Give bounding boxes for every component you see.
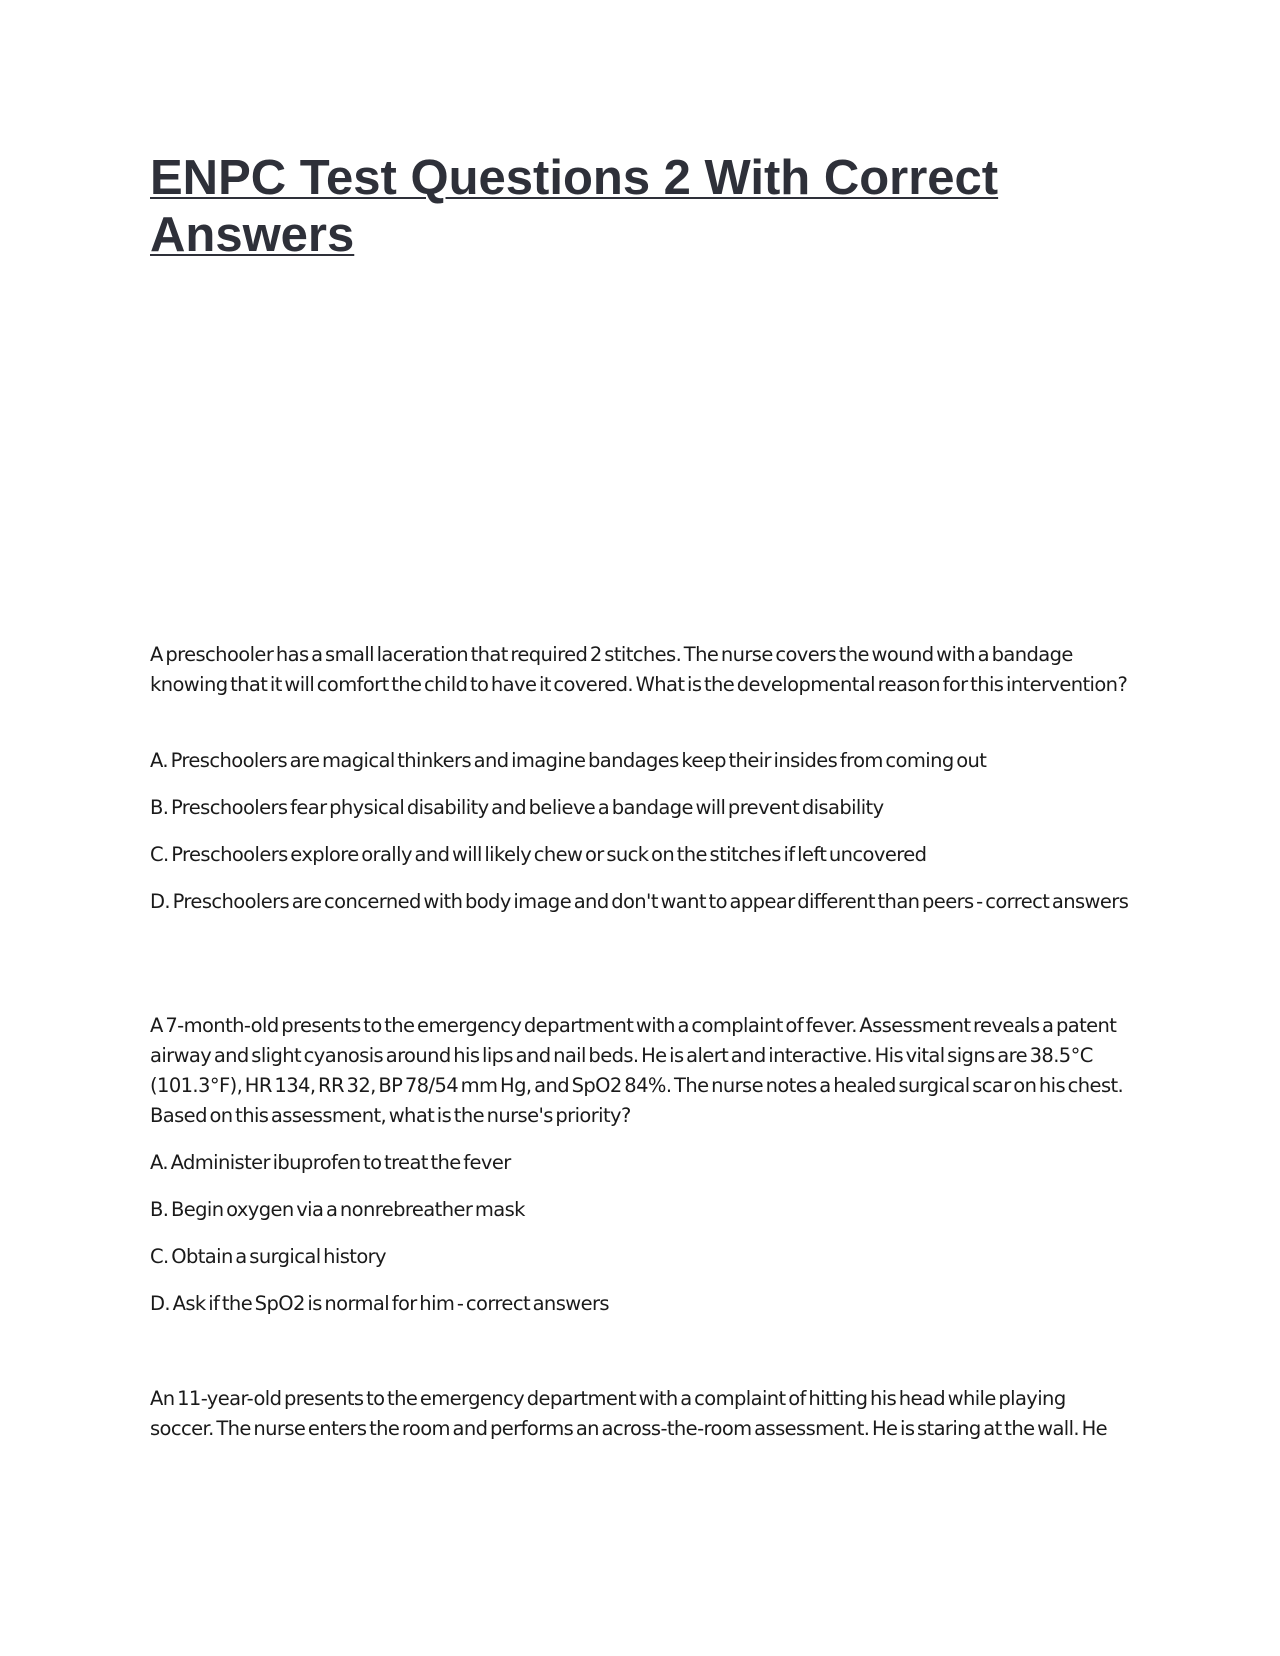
document-title: ENPC Test Questions 2 With Correct Answers (150, 151, 999, 262)
question-1-option-c: C. Preschoolers explore orally and will likely chew or suck on the stitches if left uncovered (150, 843, 927, 866)
question-1-option-a: A. Preschoolers are magical thinkers and imagine bandages keep their insides from coming out (150, 749, 987, 772)
question-1-option-d: D. Preschoolers are concerned with body image and don't want to appear different than peers - correct answers (150, 890, 1129, 913)
question-2-stem: A 7-month-old presents to the emergency department with a complaint of fever. Assessment reveals a patent airway and slight cyanosis around his lips and nail beds. He is alert and interactive. His vital signs are 38.5°C (101.3°F), HR 134, RR 32, BP 78/54 mm Hg, and SpO2 84%. The nurse notes a healed surgical scar on his chest. Based on this assessment, what is the nurse's priority? (150, 1014, 1124, 1127)
question-2-option-d: D. Ask if the SpO2 is normal for him - correct answers (150, 1292, 609, 1315)
question-2-option-c: C. Obtain a surgical history (150, 1245, 387, 1268)
question-2-option-a: A. Administer ibuprofen to treat the fever (150, 1151, 511, 1174)
question-3-stem: An 11-year-old presents to the emergency department with a complaint of hitting his head while playing soccer. The nurse enters the room and performs an across-the-room assessment. He is staring at the wall. He (150, 1387, 1108, 1440)
question-1-stem: A preschooler has a small laceration that required 2 stitches. The nurse covers the wound with a bandage knowing that it will comfort the child to have it covered. What is the developmental reason for this intervention? (150, 643, 1128, 696)
question-1-option-b: B. Preschoolers fear physical disability and believe a bandage will prevent disability (150, 796, 884, 819)
question-2-option-b: B. Begin oxygen via a nonrebreather mask (150, 1198, 525, 1221)
